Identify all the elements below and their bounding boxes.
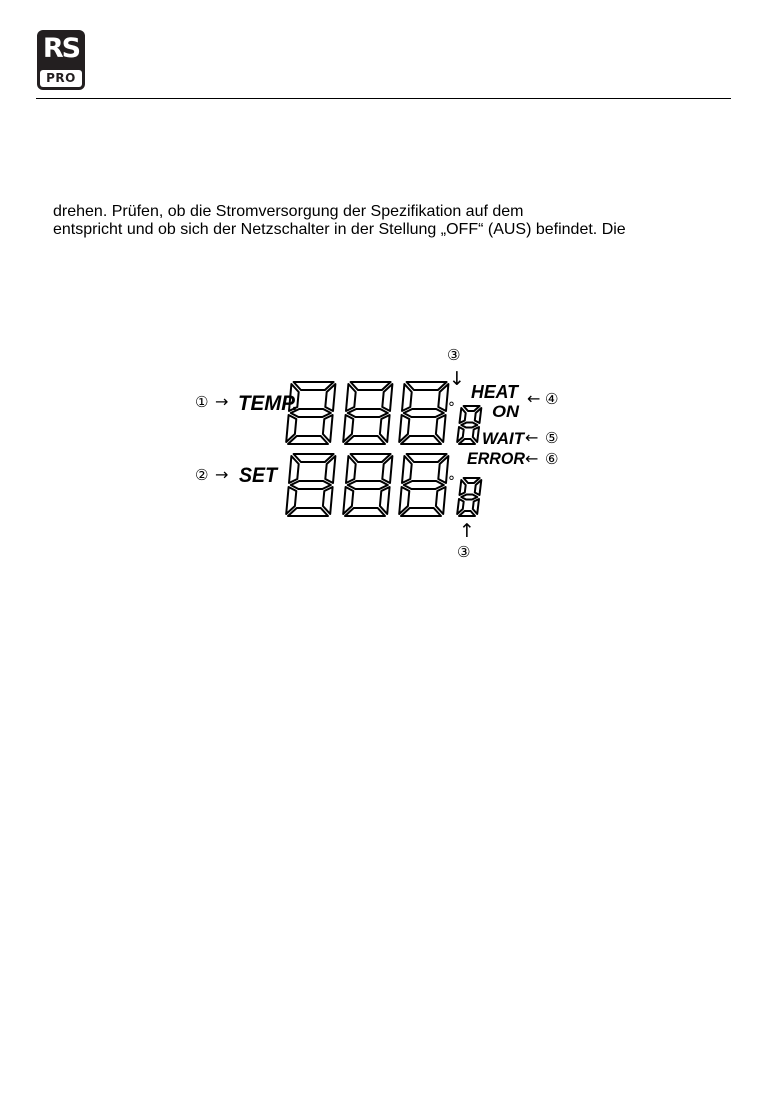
callout-1: ① bbox=[195, 393, 209, 411]
header-divider bbox=[36, 98, 731, 99]
lcd-diagram-svg bbox=[183, 340, 583, 564]
temp-unit-digit-glyph-segment-1 bbox=[464, 406, 480, 411]
temp-unit-digit bbox=[457, 406, 481, 444]
set-unit-digit-glyph-segment-4 bbox=[459, 511, 475, 516]
temp-digit-2-segment-6 bbox=[346, 384, 356, 411]
set-unit-digit bbox=[457, 478, 481, 516]
temp-unit-digit-glyph-segment-7 bbox=[461, 423, 477, 428]
set-digit-3-segment-3 bbox=[436, 487, 446, 514]
rs-pro-logo bbox=[37, 30, 85, 90]
label-heat: HEAT bbox=[471, 382, 520, 402]
arrow-left-6: ← bbox=[525, 449, 539, 468]
set-digit-2-segment-7 bbox=[348, 481, 388, 489]
temp-digit-3-segment-7 bbox=[404, 409, 444, 417]
temp-unit-digit-glyph-segment-4 bbox=[459, 439, 475, 444]
arrow-right-2: → bbox=[215, 465, 229, 484]
callout-2: ② bbox=[195, 466, 209, 484]
set-digit-2-segment-4 bbox=[345, 508, 385, 516]
set-digit-1-segment-6 bbox=[289, 456, 299, 483]
temp-digit-1-segment-4 bbox=[288, 436, 328, 444]
temp-unit-digit-glyph-segment-6 bbox=[460, 408, 466, 423]
set-unit-digit-glyph-segment-6 bbox=[460, 480, 466, 495]
set-digit-3-segment-6 bbox=[402, 456, 412, 483]
set-digit-2-segment-3 bbox=[380, 487, 390, 514]
set-digit-2-segment-1 bbox=[351, 454, 391, 462]
temp-digit-3-segment-4 bbox=[401, 436, 441, 444]
arrow-up: ↑ bbox=[459, 520, 475, 542]
callout-6: ⑥ bbox=[545, 450, 559, 468]
temp-digit-1-segment-1 bbox=[294, 382, 334, 390]
set-unit-digit-glyph bbox=[457, 478, 481, 516]
label-set: SET bbox=[239, 464, 280, 487]
temp-digit-3-segment-3 bbox=[436, 415, 446, 442]
temp-unit-digit-glyph-segment-3 bbox=[473, 427, 479, 442]
callout-4: ④ bbox=[545, 390, 559, 408]
degree-symbol-set: ° bbox=[448, 474, 455, 490]
temp-digit-3 bbox=[399, 382, 448, 444]
temp-digit-2 bbox=[343, 382, 392, 444]
temp-digit-1-segment-3 bbox=[323, 415, 333, 442]
set-unit-digit-glyph-segment-3 bbox=[473, 499, 479, 514]
set-digit-1-segment-7 bbox=[291, 481, 331, 489]
body-text-line-2: entspricht und ob sich der Netzschalter in der Stellung „OFF“ (AUS) befindet. Die bbox=[53, 221, 626, 238]
arrow-left-5: ← bbox=[525, 428, 539, 447]
lcd-display-diagram bbox=[183, 340, 583, 564]
arrow-right-1: → bbox=[215, 392, 229, 411]
set-unit-digit-glyph-segment-1 bbox=[464, 478, 480, 483]
temp-digit-2-segment-1 bbox=[351, 382, 391, 390]
logo-rs-text: RS bbox=[42, 33, 80, 64]
logo-pro-text: PRO bbox=[40, 70, 82, 87]
set-digit-2-segment-6 bbox=[346, 456, 356, 483]
label-on: ON bbox=[492, 402, 520, 421]
callout-3-top: ③ bbox=[447, 346, 461, 364]
temp-digit-2-segment-7 bbox=[348, 409, 388, 417]
arrow-left-4: ← bbox=[527, 389, 541, 408]
body-text-line-1: drehen. Prüfen, ob die Stromversorgung der Spezifikation auf dem bbox=[53, 203, 524, 220]
set-digit-1 bbox=[286, 454, 335, 516]
set-digit-1-segment-3 bbox=[323, 487, 333, 514]
degree-symbol-temp: ° bbox=[448, 400, 455, 416]
arrow-down: ↓ bbox=[449, 368, 465, 390]
temp-unit-digit-glyph bbox=[457, 406, 481, 444]
set-digit-1-segment-4 bbox=[288, 508, 328, 516]
set-unit-digit-glyph-segment-7 bbox=[461, 495, 477, 500]
temp-digit-2-segment-4 bbox=[345, 436, 385, 444]
temp-digits bbox=[286, 382, 448, 444]
label-error: ERROR bbox=[467, 449, 526, 468]
label-wait: WAIT bbox=[482, 429, 526, 448]
temp-digit-3-segment-1 bbox=[407, 382, 447, 390]
set-digit-3 bbox=[399, 454, 448, 516]
set-digit-2 bbox=[343, 454, 392, 516]
set-digit-3-segment-7 bbox=[404, 481, 444, 489]
set-digit-1-segment-1 bbox=[294, 454, 334, 462]
callout-3-bottom: ③ bbox=[457, 543, 471, 561]
set-digit-3-segment-1 bbox=[407, 454, 447, 462]
temp-digit-3-segment-6 bbox=[402, 384, 412, 411]
set-digits bbox=[286, 454, 448, 516]
set-digit-3-segment-4 bbox=[401, 508, 441, 516]
label-temp: TEMP. bbox=[238, 392, 298, 415]
callout-5: ⑤ bbox=[545, 429, 559, 447]
temp-digit-2-segment-3 bbox=[380, 415, 390, 442]
